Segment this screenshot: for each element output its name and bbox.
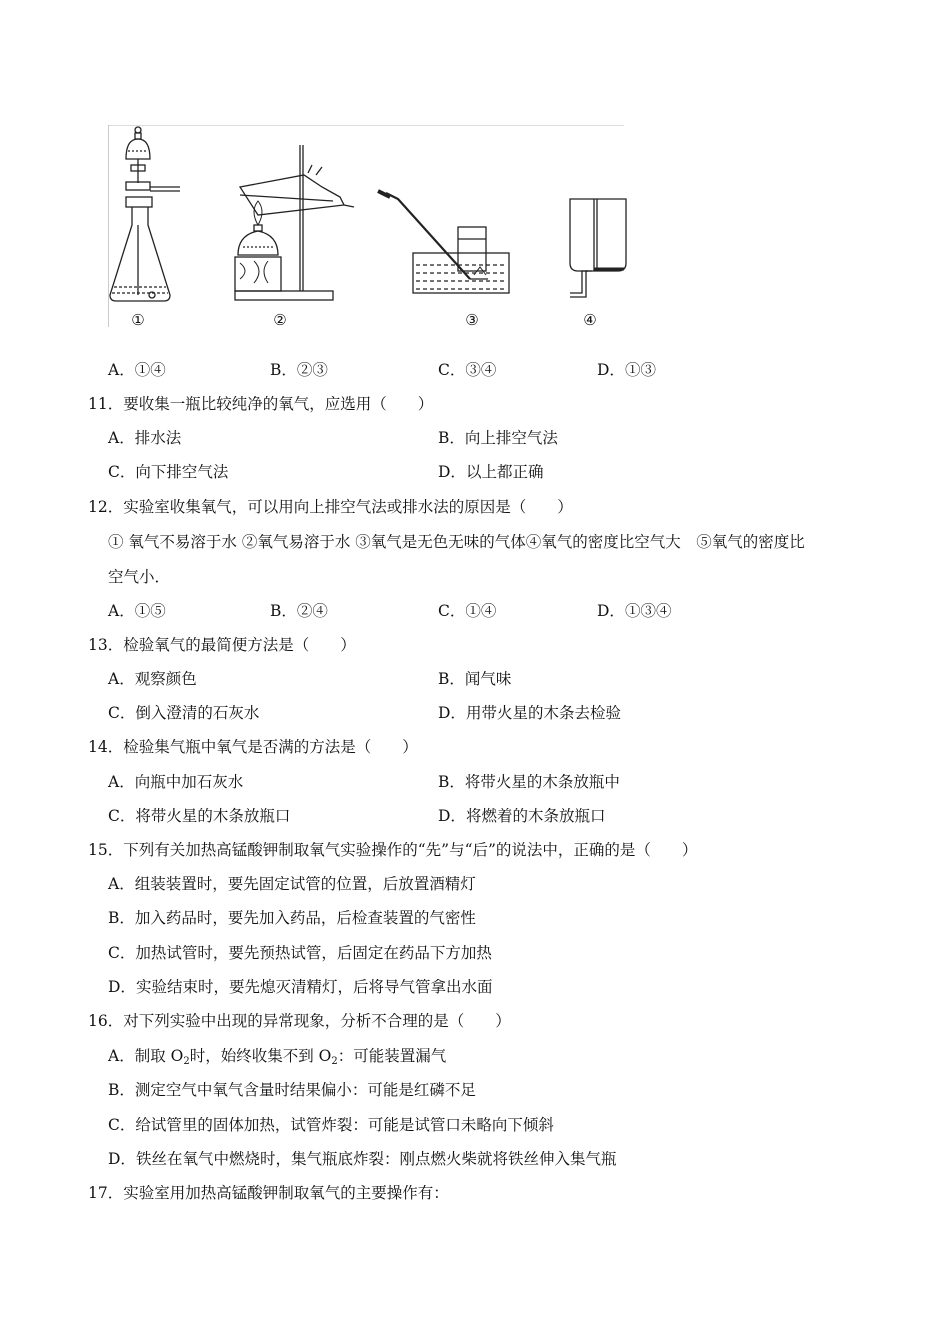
q15-option-c: C．加热试管时，要先预热试管，后固定在药品下方加热: [108, 944, 492, 962]
q15-option-d: D．实验结束时，要先熄灭清精灯，后将导气管拿出水面: [108, 978, 493, 996]
q13-option-c: C．倒入澄清的石灰水: [108, 704, 260, 722]
q14-option-b: B．将带火星的木条放瓶中: [438, 773, 620, 791]
q10-option-a: A．①④: [108, 361, 166, 379]
q15-stem: 15．下列有关加热高锰酸钾制取氧气实验操作的“先”与“后”的说法中，正确的是（ ）: [88, 841, 698, 859]
q10-option-d: D．①③: [597, 361, 656, 379]
apparatus-4-air-collection: [570, 199, 626, 297]
q17-stem: 17．实验室用加热高锰酸钾制取氧气的主要操作有：: [88, 1184, 449, 1202]
q12-option-d: D．①③④: [597, 602, 672, 620]
q13-stem: 13．检验氧气的最简便方法是（ ）: [88, 636, 356, 654]
apparatus-2-heating: [235, 145, 354, 300]
q16-option-b: B．测定空气中氧气含量时结果偏小：可能是红磷不足: [108, 1081, 476, 1099]
q13-option-d: D．用带火星的木条去检验: [438, 704, 621, 722]
q16-option-c: C．给试管里的固体加热，试管炸裂：可能是试管口未略向下倾斜: [108, 1116, 554, 1134]
q14-option-c: C．将带火星的木条放瓶口: [108, 807, 291, 825]
apparatus-1-flask: [110, 127, 180, 301]
q12-option-c: C．①④: [438, 602, 497, 620]
figure-label-3: ③: [465, 311, 479, 329]
q11-stem: 11．要收集一瓶比较纯净的氧气，应选用（ ）: [88, 395, 434, 413]
figure-label-1: ①: [131, 311, 145, 329]
q11-option-c: C．向下排空气法: [108, 463, 229, 481]
q10-option-b: B．②③: [270, 361, 328, 379]
q11-option-b: B．向上排空气法: [438, 429, 558, 447]
q10-option-c: C．③④: [438, 361, 497, 379]
figure-label-2: ②: [273, 311, 287, 329]
q14-stem: 14．检验集气瓶中氧气是否满的方法是（ ）: [88, 738, 418, 756]
figure-label-4: ④: [583, 311, 597, 329]
q12-body-line2: 空气小．: [108, 568, 171, 586]
q14-option-d: D．将燃着的木条放瓶口: [438, 807, 606, 825]
apparatus-3-water-collection: [378, 191, 509, 293]
q16-option-d: D．铁丝在氧气中燃烧时，集气瓶底炸裂：刚点燃火柴就将铁丝伸入集气瓶: [108, 1150, 617, 1168]
q15-option-b: B．加入药品时，要先加入药品，后检查装置的气密性: [108, 909, 476, 927]
q15-option-a: A．组装装置时，要先固定试管的位置，后放置酒精灯: [108, 875, 476, 893]
q11-option-d: D．以上都正确: [438, 463, 544, 481]
apparatus-drawing: [108, 125, 628, 335]
q16-option-a: A．制取 $O_2$时，始终收集不到 $O_2$：可能装置漏气: [108, 1047, 447, 1067]
apparatus-figure: [108, 125, 628, 335]
q12-body-line1: ① 氧气不易溶于水 ②氧气易溶于水 ③氧气是无色无味的气体④氧气的密度比空气大 ⑤氧气的密度比: [108, 533, 805, 551]
q12-stem: 12．实验室收集氧气，可以用向上排空气法或排水法的原因是（ ）: [88, 498, 573, 516]
q12-option-a: A．①⑤: [108, 602, 166, 620]
q12-option-b: B．②④: [270, 602, 328, 620]
q13-option-a: A．观察颜色: [108, 670, 197, 688]
q14-option-a: A．向瓶中加石灰水: [108, 773, 244, 791]
q16-stem: 16．对下列实验中出现的异常现象，分析不合理的是（ ）: [88, 1012, 511, 1030]
q11-option-a: A．排水法: [108, 429, 182, 447]
q13-option-b: B．闻气味: [438, 670, 512, 688]
